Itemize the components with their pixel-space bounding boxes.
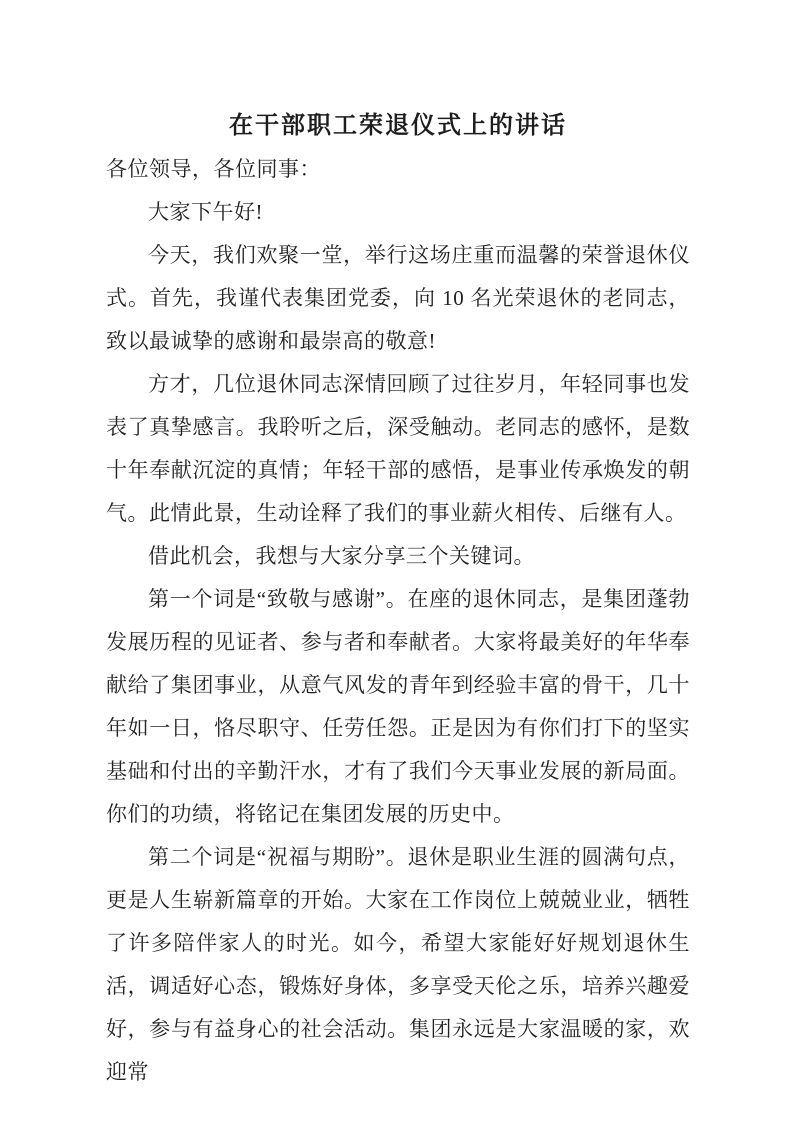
paragraph: 借此机会，我想与大家分享三个关键词。 (148, 544, 535, 568)
paragraph: 第一个词是“致敬与感谢”。在座的退休同志，是集团蓬勃发展历程的见证者、参与者和奉献者。大家将最美好的年华奉献给了集团事业，从意气风发的青年到经验丰富的骨干，几十年如一日，恪尽职守、任劳任怨。正是因为有你们打下的坚实基础和付出的辛勤汗水，才有了我们今天事业发展的新局面。你们的功绩，将铭记在集团发展的历史中。 (106, 587, 690, 826)
paragraph: 各位领导，各位同事： (106, 157, 321, 181)
paragraph: 方才，几位退休同志深情回顾了过往岁月，年轻同事也发表了真挚感言。我聆听之后，深受触动。老同志的感怀，是数十年奉献沉淀的真情；年轻干部的感悟，是事业传承焕发的朝气。此情此景，生动诠释了我们的事业薪火相传、后继有人。 (106, 372, 690, 525)
paragraph: 今天，我们欢聚一堂，举行这场庄重而温馨的荣誉退休仪式。首先，我谨代表集团党委，向 10 名光荣退休的老同志，致以最诚挚的感谢和最崇高的敬意! (106, 243, 690, 353)
document-body (106, 148, 690, 1094)
document-title: 在干部职工荣退仪式上的讲话 (229, 113, 567, 139)
paragraph: 大家下午好! (148, 200, 263, 224)
paragraph: 第二个词是“祝福与期盼”。退休是职业生涯的圆满句点，更是人生崭新篇章的开始。大家在工作岗位上兢兢业业，牺牲了许多陪伴家人的时光。如今，希望大家能好好规划退休生活，调适好心态，锻炼好身体，多享受天伦之乐，培养兴趣爱好，参与有益身心的社会活动。集团永远是大家温暖的家，欢迎常 (106, 845, 690, 1084)
document-content (106, 105, 690, 1094)
